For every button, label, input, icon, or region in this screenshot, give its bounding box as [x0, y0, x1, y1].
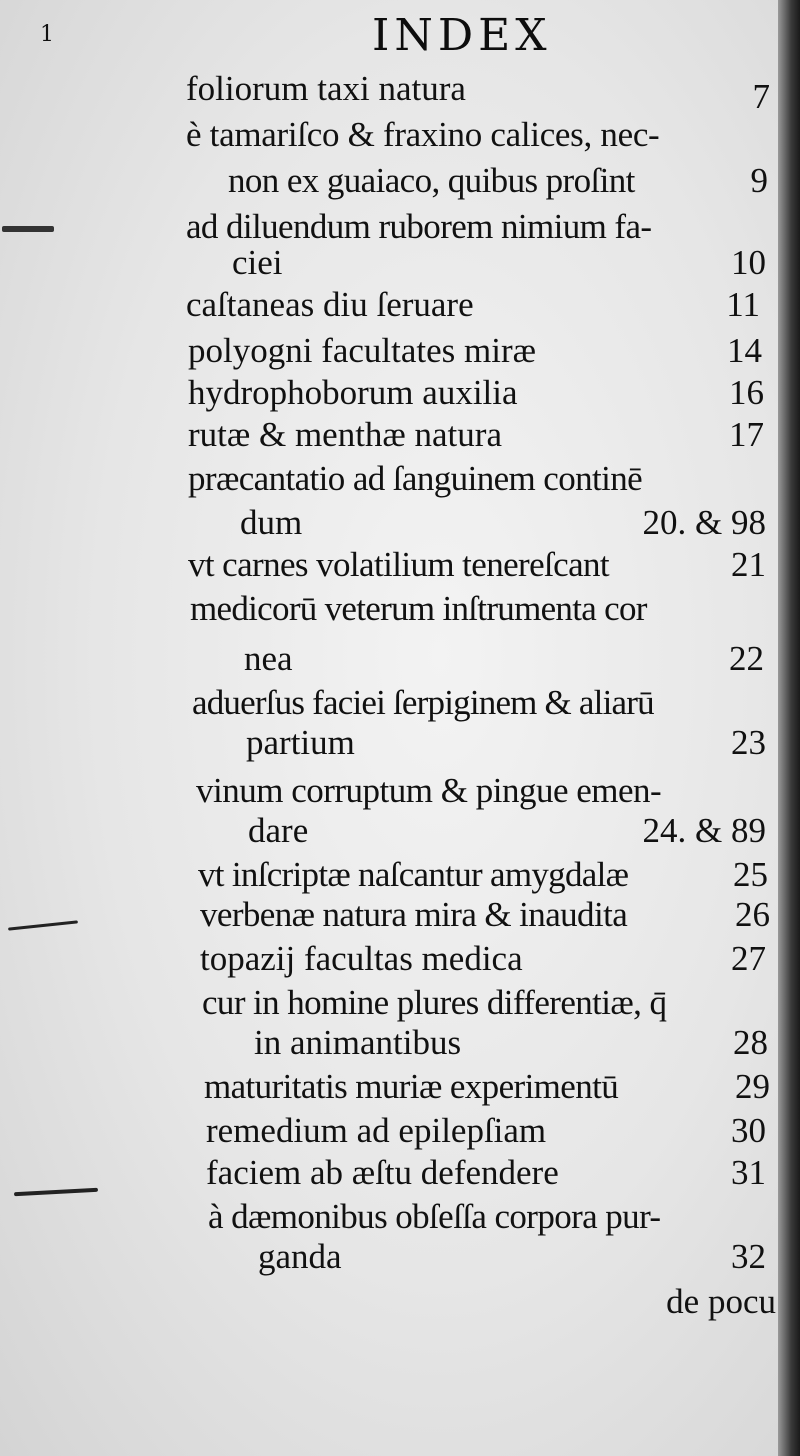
entry-page: 27	[731, 939, 766, 978]
entry-page: 29	[735, 1067, 770, 1106]
entry-text: vt carnes volatilium tenereſcant	[188, 545, 610, 584]
entry-text: rutæ & menthæ natura	[188, 415, 502, 454]
index-line	[0, 66, 800, 116]
index-line	[0, 328, 800, 374]
entry-text: hydrophoborum auxilia	[188, 373, 518, 412]
entry-text: in animantibus	[254, 1023, 462, 1062]
corner-mark: 1	[40, 22, 54, 47]
entry-page: 32	[731, 1237, 766, 1276]
entry-text: cur in homine plures differentiæ, q̄	[202, 983, 667, 1022]
entry-text: caſtaneas diu ſeruare	[186, 285, 474, 324]
entry-page: 16	[729, 373, 764, 412]
entry-page: 11	[726, 285, 760, 324]
index-line	[0, 456, 800, 502]
index-line	[0, 1020, 800, 1066]
entry-text: non ex guaiaco, quibus proſint	[228, 161, 635, 200]
entry-text: præcantatio ad ſanguinem continē	[188, 459, 643, 498]
entry-text: foliorum taxi natura	[186, 69, 466, 108]
entry-text: dum	[240, 503, 303, 542]
index-line	[0, 282, 800, 328]
index-line	[0, 808, 800, 854]
entry-text: partium	[246, 723, 355, 762]
entry-page: 30	[731, 1111, 766, 1150]
entry-page: 21	[731, 545, 766, 584]
index-line	[0, 936, 800, 982]
index-line	[0, 586, 800, 632]
index-line	[0, 500, 800, 546]
index-line	[0, 240, 800, 286]
entry-page: 20. & 98	[642, 503, 766, 542]
entry-text: è tamariſco & fraxino calices, nec-	[186, 115, 660, 154]
entry-text: maturitatis muriæ experimentū	[204, 1067, 619, 1106]
index-line	[0, 1064, 800, 1110]
index-line	[0, 112, 800, 158]
index-line	[0, 1150, 800, 1196]
entry-page: 17	[729, 415, 764, 454]
index-line	[0, 158, 800, 204]
entry-text: aduerſus faciei ſerpiginem & aliarū	[192, 683, 654, 722]
index-line	[0, 636, 800, 682]
index-line	[0, 412, 800, 458]
index-line	[0, 1234, 800, 1280]
entry-page: 23	[731, 723, 766, 762]
entry-page: 28	[733, 1023, 768, 1062]
entry-text: vinum corruptum & pingue emen-	[196, 771, 662, 810]
entry-page: 25	[733, 855, 768, 894]
entry-page: 22	[729, 639, 764, 678]
entry-page: 7	[752, 77, 770, 116]
entry-text: remedium ad epilepſiam	[206, 1111, 547, 1150]
entry-page: 24. & 89	[642, 811, 766, 850]
entry-text: verbenæ natura mira & inaudita	[200, 895, 628, 934]
entry-text: à dæmonibus obſeſſa corpora pur-	[208, 1197, 661, 1236]
entry-page: 9	[750, 161, 768, 200]
index-line	[0, 1108, 800, 1154]
index-line	[0, 720, 800, 766]
entry-text: topazij facultas medica	[200, 939, 523, 978]
index-line	[0, 370, 800, 416]
index-line	[0, 892, 800, 938]
entry-text: medicorū veterum inſtrumenta cor	[190, 589, 647, 628]
catchword: de pocu	[666, 1282, 776, 1321]
page-title: INDEX	[372, 10, 552, 61]
entry-page: 10	[731, 243, 766, 282]
entry-text: ciei	[232, 243, 283, 282]
entry-text: ad diluendum ruborem nimium fa-	[186, 207, 652, 246]
entry-page: 26	[735, 895, 770, 934]
entry-text: ganda	[258, 1237, 342, 1276]
entry-text: dare	[248, 811, 309, 850]
entry-text: polyogni facultates miræ	[188, 331, 536, 370]
entry-page: 14	[727, 331, 762, 370]
index-line	[0, 542, 800, 588]
entry-text: vt inſcriptæ naſcantur amygdalæ	[198, 855, 629, 894]
entry-page: 31	[731, 1153, 766, 1192]
entry-text: faciem ab æſtu defendere	[206, 1153, 559, 1192]
entry-text: nea	[244, 639, 293, 678]
